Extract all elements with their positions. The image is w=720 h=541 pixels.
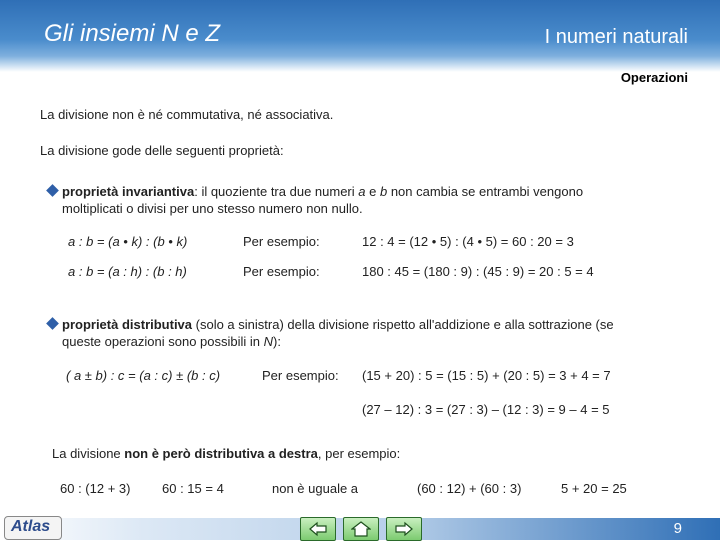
- page-number: 9: [673, 520, 682, 537]
- invariantiva-paragraph: proprietà invariantiva: il quoziente tra due numeri a e b non cambia se entrambi vengono moltiplicati o divisi per uno stesso numero non nullo.: [48, 183, 668, 217]
- intro-line-1: La divisione non è né commutativa, né associativa.: [40, 107, 334, 122]
- counterexample-right: (60 : 12) + (60 : 3): [417, 481, 522, 496]
- example-label: Per esempio:: [243, 264, 320, 279]
- section-label: Operazioni: [620, 70, 688, 85]
- home-button[interactable]: [343, 517, 379, 541]
- arrow-left-icon: [308, 521, 328, 537]
- home-icon: [351, 521, 371, 537]
- counterexample-left: 60 : (12 + 3): [60, 481, 131, 496]
- invariantiva-formula-2: a : b = (a : h) : (b : h): [68, 264, 187, 279]
- invariantiva-example-2: 180 : 45 = (180 : 9) : (45 : 9) = 20 : 5 = 4: [362, 264, 594, 279]
- counterexample-relation: non è uguale a: [272, 481, 359, 496]
- distributiva-formula: ( a ± b) : c = (a : c) ± (b : c): [66, 368, 221, 383]
- distributiva-term: proprietà distributiva: [62, 317, 193, 332]
- note-line: La divisione non è però distributiva a destra, per esempio:: [52, 446, 401, 461]
- arrow-right-icon: [394, 521, 414, 537]
- invariantiva-term: proprietà invariantiva: [62, 184, 195, 199]
- distributiva-example-2: (27 – 12) : 3 = (27 : 3) – (12 : 3) = 9 – 4 = 5: [362, 402, 610, 417]
- header-bar: [0, 0, 720, 72]
- next-button[interactable]: [386, 517, 422, 541]
- distributiva-paragraph: proprietà distributiva (solo a sinistra) della divisione rispetto all'addizione e alla sottrazione (se queste operazioni sono possibili in N):: [48, 316, 678, 350]
- page-subtitle: I numeri naturali: [544, 26, 688, 48]
- bullet-diamond-icon: [46, 184, 59, 197]
- previous-button[interactable]: [300, 517, 336, 541]
- counterexample-left-result: 60 : 15 = 4: [162, 481, 224, 496]
- bullet-diamond-icon: [46, 317, 59, 330]
- atlas-logo: Atlas: [4, 516, 62, 540]
- invariantiva-example-1: 12 : 4 = (12 • 5) : (4 • 5) = 60 : 20 = 3: [362, 234, 574, 249]
- page-title: Gli insiemi N e Z: [44, 20, 221, 47]
- example-label: Per esempio:: [243, 234, 320, 249]
- distributiva-example-1: (15 + 20) : 5 = (15 : 5) + (20 : 5) = 3 + 4 = 7: [362, 368, 611, 383]
- intro-line-2: La divisione gode delle seguenti proprietà:: [40, 143, 284, 158]
- example-label: Per esempio:: [262, 368, 339, 383]
- counterexample-right-result: 5 + 20 = 25: [561, 481, 627, 496]
- invariantiva-formula-1: a : b = (a • k) : (b • k): [68, 234, 188, 249]
